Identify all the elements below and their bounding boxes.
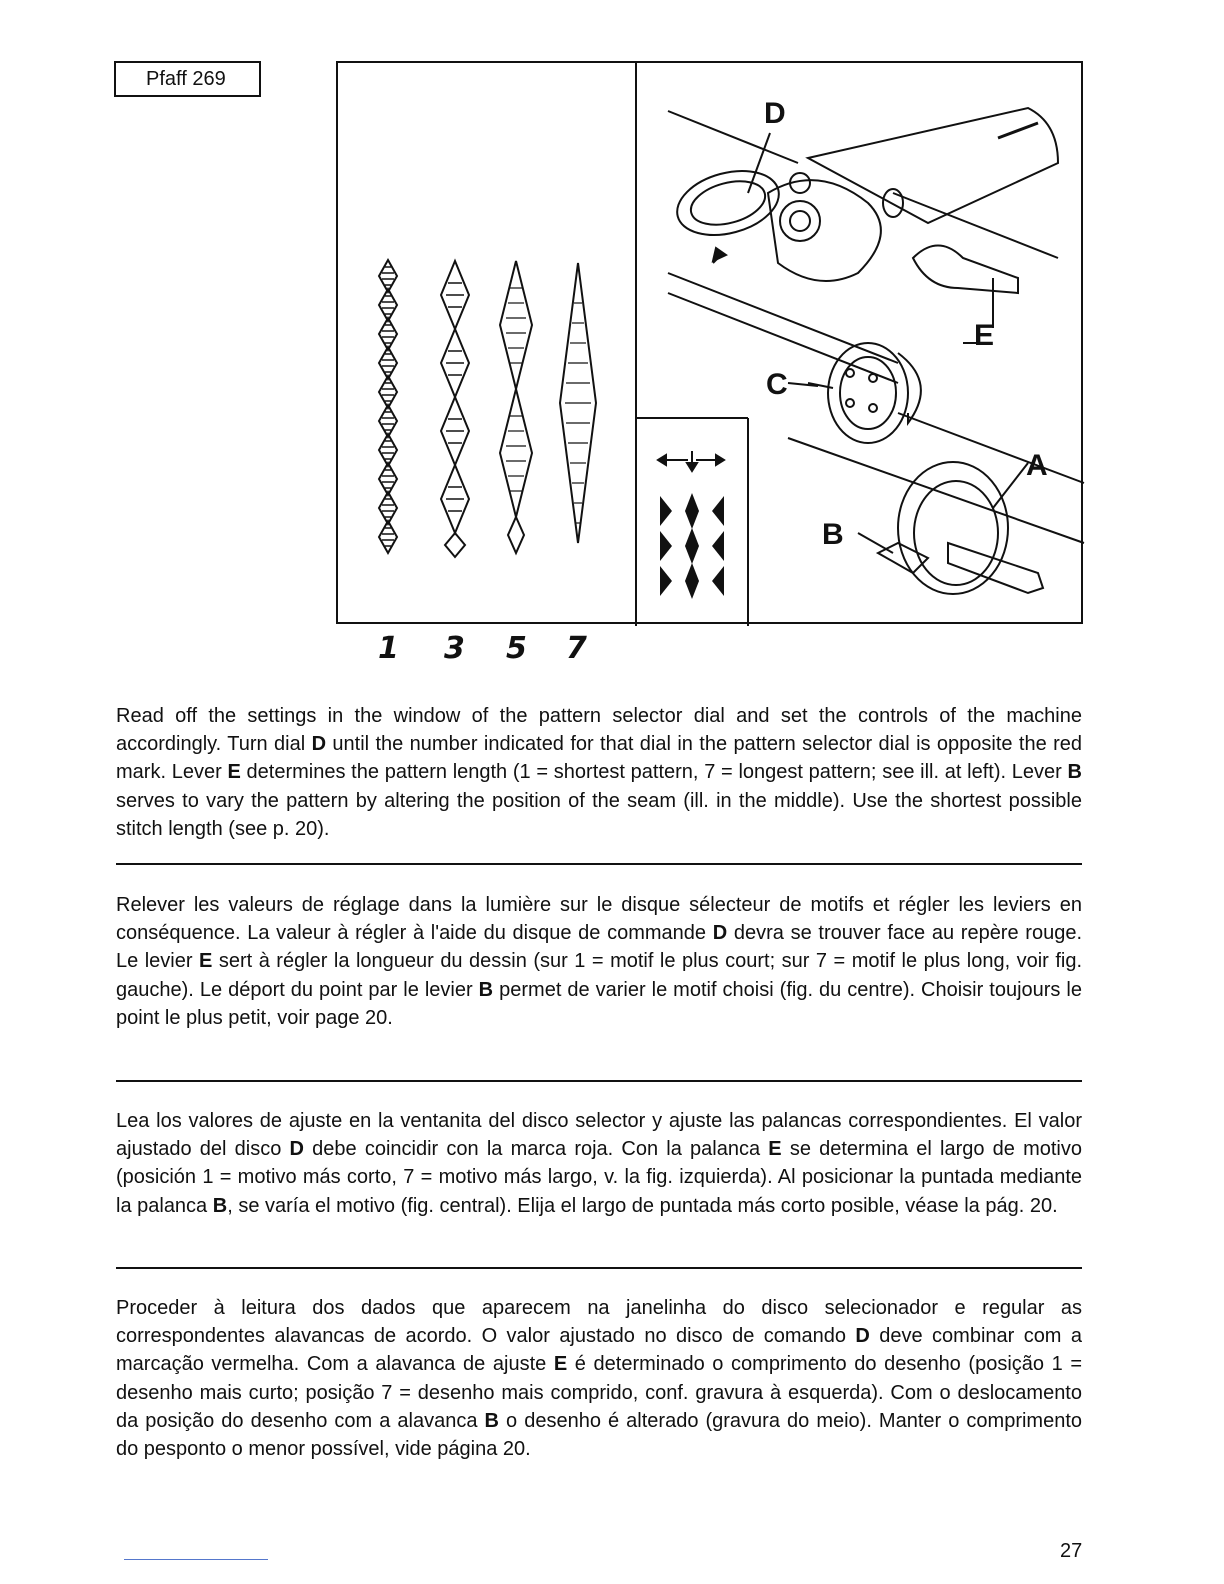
paragraph-french: Relever les valeurs de réglage dans la lumière sur le disque sélecteur de motifs et régler les leviers en conséquence. La valeur à régler à l'aide du disque de commande D devra se trouver face au repère rouge. Le levier E sert à régler la longueur du dessin (sur 1 = motif le plus court; sur 7 = motif le plus long, voir fig. gauche). Le déport du point par le levier B permet de varier le motif choisi (fig. du centre). Choisir toujours le point le plus petit, voir page 20. — [116, 894, 1083, 1029]
paragraph-spanish: Lea los valores de ajuste en la ventanita del disco selector y ajuste las palancas correspondientes. El valor ajustado del disco D debe coincidir con la marca roja. Con la palanca E se determina el largo de motivo (posición 1 = motivo más corto, 7 = motivo más largo, v. la fig. izquierda). Al posicionar la puntada mediante la palanca B, se varía el motivo (fig. central). Elija el largo de puntada más corto posible, véase la pág. 20. — [116, 1110, 1082, 1217]
callout-d: D — [764, 97, 786, 130]
stitch-pattern-7 — [560, 263, 596, 543]
model-label: Pfaff 269 — [114, 61, 261, 97]
footer-line — [124, 1559, 268, 1560]
illustration-frame — [336, 61, 1083, 666]
illustration — [338, 63, 1085, 626]
pattern-number-1: 1 — [378, 631, 399, 666]
callout-c: C — [766, 368, 788, 401]
paragraph-english: Read off the settings in the window of the pattern selector dial and set the controls of the machine accordingly. Turn dial D until the number indicated for that dial in the pattern selector dial is opposite the red mark. Lever E determines the pattern length (1 = shortest pattern, 7 = longest pattern; see ill. at left). Lever B serves to vary the pattern by altering the position of the seam (ill. in the middle). Use the shortest possible stitch length (see p. 20). — [116, 705, 1082, 840]
paragraph-portuguese: Proceder à leitura dos dados que aparecem na janelinha do disco selecionador e regular as correspondentes alavancas de acordo. O valor ajustado no disco de comando D deve combinar com a marcação vermelha. Com a alavanca de ajuste E é determinado o comprimento do desenho (posição 1 = desenho mais curto; posição 7 = desenho mais comprido, conf. gravura à esquerda). Com o deslocamento da posição do desenho com a alavanca B o desenho é alterado (gravura do meio). Manter o comprimento do pesponto o menor possível, vide página 20. — [116, 1297, 1083, 1461]
callout-a: A — [1026, 449, 1048, 482]
page-number: 27 — [1060, 1540, 1083, 1562]
machine-drawing — [668, 108, 1084, 594]
stitch-pattern-1 — [379, 260, 397, 553]
pattern-number-7: 7 — [566, 631, 587, 666]
callout-b: B — [822, 518, 844, 551]
stitch-pattern-5 — [500, 261, 532, 553]
pattern-number-5: 5 — [506, 631, 527, 666]
pattern-shift-icon — [660, 493, 724, 599]
callout-e: E — [974, 319, 995, 352]
section-divider — [116, 1267, 1082, 1269]
section-divider — [116, 863, 1082, 865]
section-divider — [116, 1080, 1082, 1082]
pattern-number-3: 3 — [444, 631, 465, 666]
stitch-pattern-3 — [441, 261, 469, 557]
needle-position-icon — [658, 451, 724, 471]
